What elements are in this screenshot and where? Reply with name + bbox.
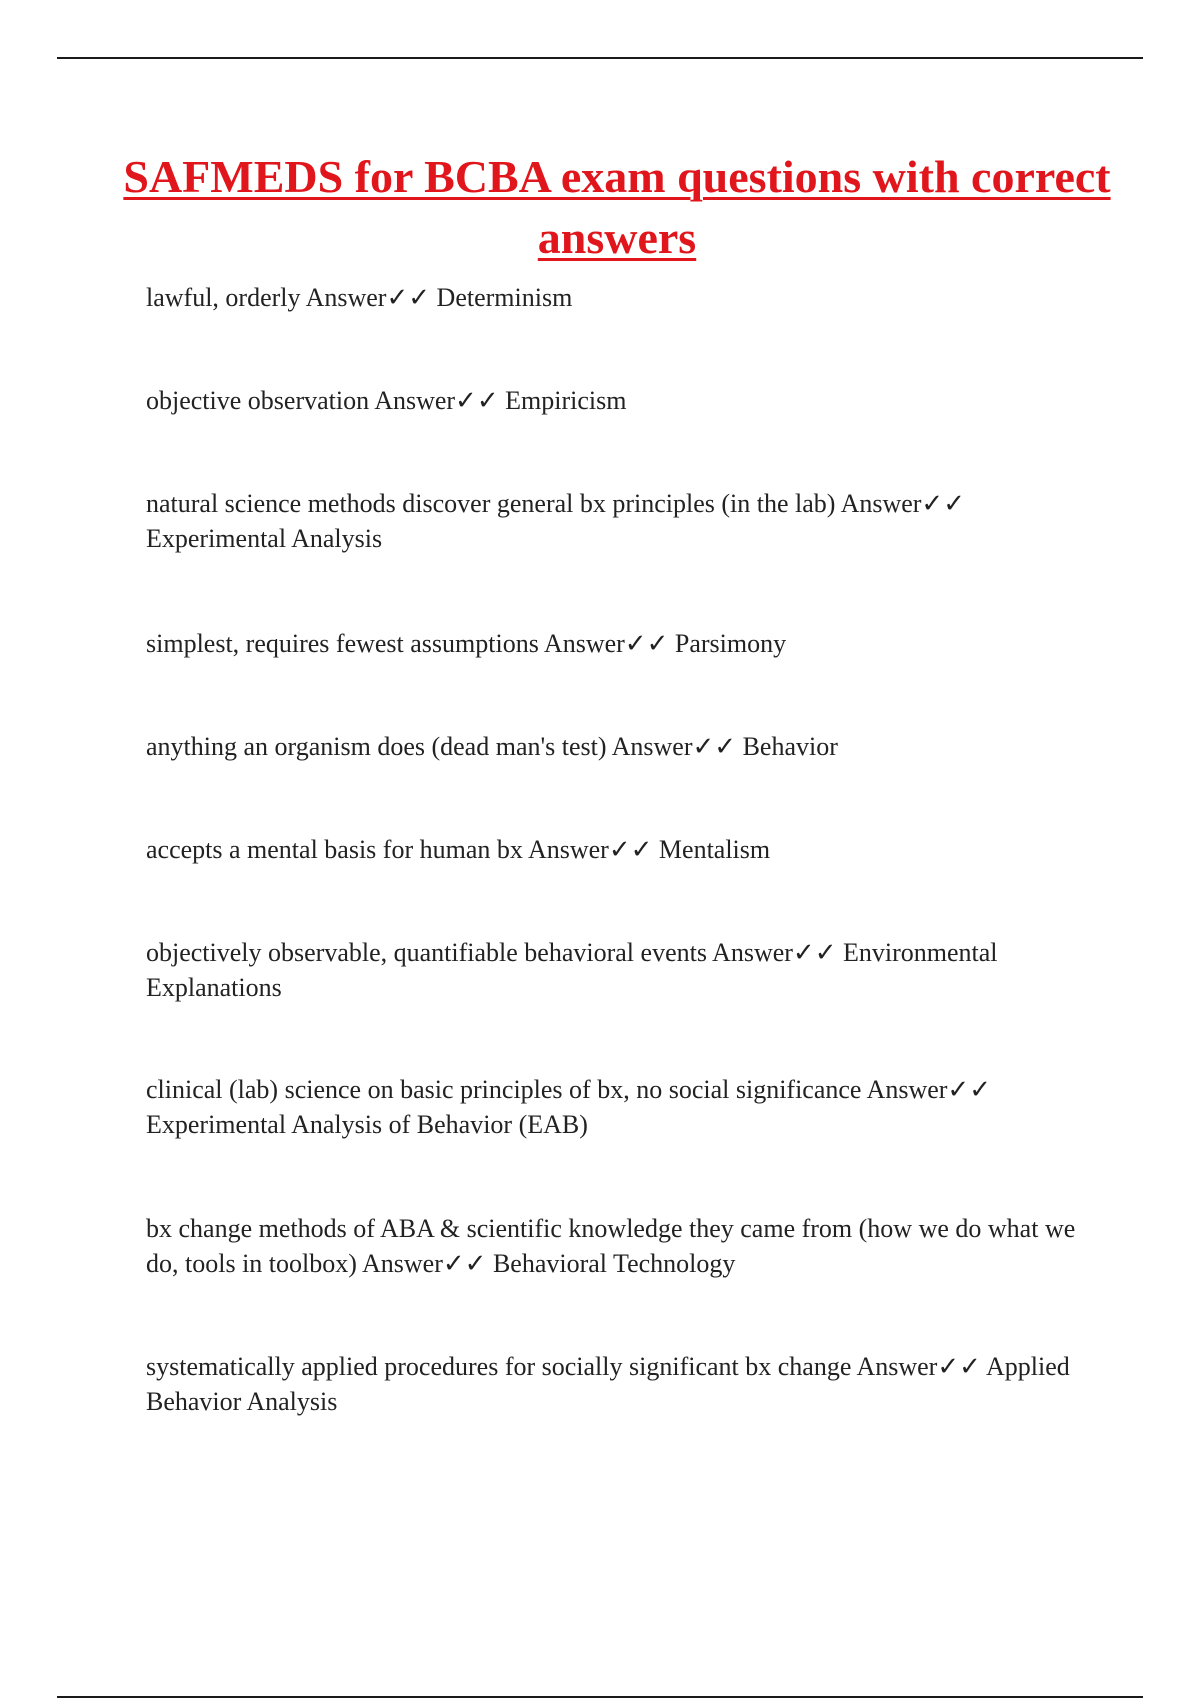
qa-item [146,935,1086,1005]
qa-answer: Environmental Explanations [146,938,998,1002]
qa-answer: Behavior [742,732,838,761]
qa-item [146,1072,1086,1142]
answer-marker: Answer✓✓ [305,283,431,312]
qa-answer: Parsimony [674,629,787,658]
qa-answer: Determinism [436,283,573,312]
qa-item [146,383,1086,418]
qa-prompt: anything an organism does (dead man's test) [146,732,607,761]
qa-prompt: lawful, orderly [146,283,301,312]
qa-item [146,1211,1086,1281]
qa-item [146,729,1086,764]
qa-prompt: objective observation [146,386,370,415]
qa-prompt: simplest, requires fewest assumptions [146,629,539,658]
footer-rule [57,1696,1143,1698]
qa-answer: Applied Behavior Analysis [146,1352,1070,1416]
qa-prompt: bx change methods of ABA & scientific knowledge they came from (how we do what we do, tools in toolbox) [146,1214,1076,1278]
qa-prompt: accepts a mental basis for human bx [146,835,523,864]
qa-prompt: objectively observable, quantifiable behavioral events [146,938,707,967]
header-rule [57,57,1143,59]
qa-answer: Experimental Analysis [146,524,383,553]
qa-answer: Experimental Analysis of Behavior (EAB) [146,1110,588,1139]
qa-item [146,626,1086,661]
qa-answer: Behavioral Technology [492,1249,736,1278]
answer-marker: Answer✓✓ [374,386,499,415]
qa-item [146,486,1086,556]
qa-item [146,1349,1086,1419]
answer-marker: Answer✓✓ [361,1249,487,1278]
document-title: SAFMEDS for BCBA exam questions with correct answers [123,151,1111,263]
answer-marker: Answer✓✓ [866,1075,991,1104]
answer-marker: Answer✓✓ [527,835,653,864]
answer-marker: Answer✓✓ [611,732,737,761]
qa-prompt: natural science methods discover general bx principles (in the lab) [146,489,836,518]
answer-marker: Answer✓✓ [543,629,669,658]
qa-prompt: systematically applied procedures for socially significant bx change [146,1352,852,1381]
qa-answer: Mentalism [658,835,771,864]
answer-marker: Answer✓✓ [840,489,966,518]
qa-answer: Empiricism [505,386,627,415]
qa-item [146,280,1086,315]
qa-item [146,832,1086,867]
answer-marker: Answer✓✓ [712,938,837,967]
qa-prompt: clinical (lab) science on basic principles of bx, no social significance [146,1075,862,1104]
answer-marker: Answer✓✓ [856,1352,981,1381]
